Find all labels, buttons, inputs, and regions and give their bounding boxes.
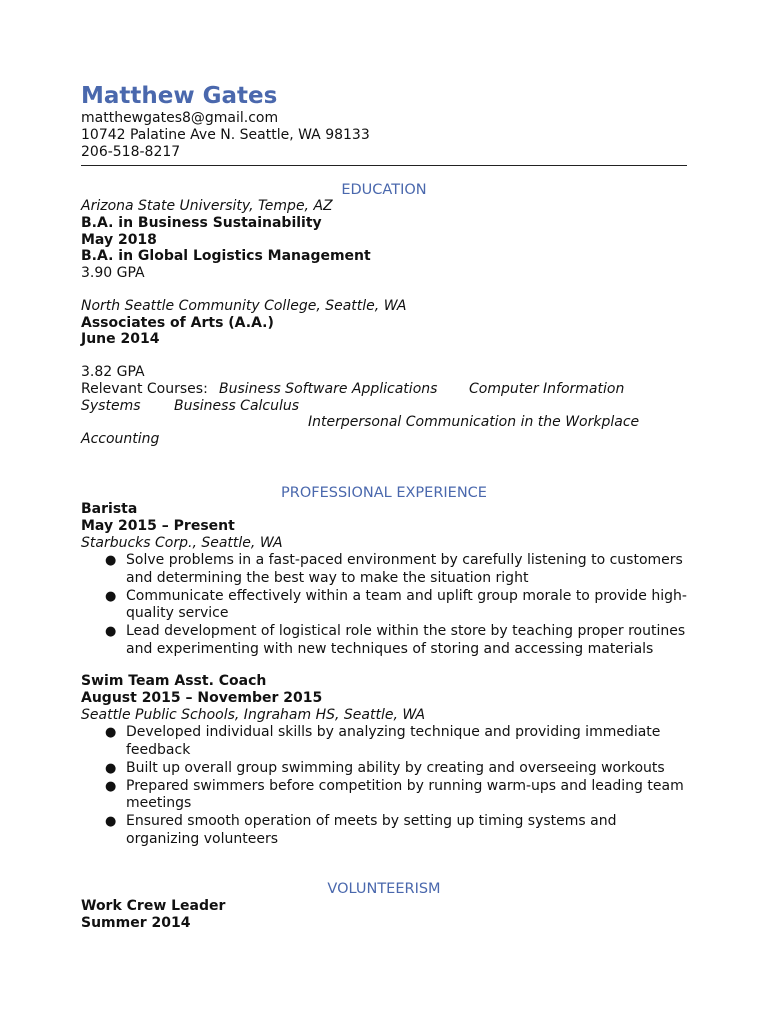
course-item: Business Calculus [174, 398, 300, 414]
volunteerism-heading: VOLUNTEERISM [327, 881, 441, 897]
bullet-icon: ● [105, 814, 117, 829]
asu-degree-1: B.A. in Business Sustainability [81, 215, 322, 231]
course-item: Accounting [81, 431, 160, 447]
course-item: Systems [81, 398, 141, 414]
asu-school: Arizona State University, Tempe, AZ [81, 198, 333, 214]
courses-label: Relevant Courses: [81, 381, 208, 397]
bullet-icon: ● [105, 624, 117, 639]
phone: 206-518-8217 [81, 144, 181, 160]
job-title: Barista [81, 501, 138, 517]
bullet-icon: ● [105, 760, 117, 776]
nscc-gpa: 3.82 GPA [81, 364, 145, 380]
bullet-icon: ● [105, 553, 117, 568]
job-org: Seattle Public Schools, Ingraham HS, Seattle, WA [81, 707, 426, 723]
asu-date: May 2018 [81, 232, 157, 248]
list-item: ● Communicate effectively within a team and uplift group morale to provide high-quality service [105, 587, 687, 621]
job-dates: May 2015 – Present [81, 518, 235, 534]
list-item: ● Ensured smooth operation of meets by setting up timing systems and organizing volunteers [105, 813, 617, 847]
course-item: Business Software Applications [219, 381, 438, 397]
email: matthewgates8@gmail.com [81, 110, 279, 126]
education-heading: EDUCATION [341, 182, 427, 198]
job-title: Swim Team Asst. Coach [81, 673, 267, 689]
address: 10742 Palatine Ave N. Seattle, WA 98133 [81, 127, 370, 143]
job-bullets [105, 552, 690, 659]
list-item: ● Prepared swimmers before competition by running warm-ups and leading team meetings [105, 777, 684, 811]
asu-gpa: 3.90 GPA [81, 265, 145, 281]
bullet-icon: ● [105, 778, 117, 794]
candidate-name: Matthew Gates [81, 83, 278, 109]
resume-page [81, 0, 687, 1024]
list-item: ● Solve problems in a fast-paced environment by carefully listening to customers and determining the best way to make the situation right [105, 552, 683, 586]
volunteer-title: Work Crew Leader [81, 898, 226, 914]
bullet-icon: ● [105, 725, 117, 740]
header-divider [81, 165, 687, 166]
asu-degree-2: B.A. in Global Logistics Management [81, 248, 371, 264]
list-item: ● Developed individual skills by analyzing technique and providing immediate feedback [105, 724, 661, 758]
job-dates: August 2015 – November 2015 [81, 690, 323, 706]
nscc-degree: Associates of Arts (A.A.) [81, 315, 274, 331]
course-item: Interpersonal Communication in the Workplace [308, 414, 640, 430]
list-item: ● Built up overall group swimming ability by creating and overseeing workouts [105, 759, 665, 776]
list-item: ● Lead development of logistical role within the store by teaching proper routines and experimenting with new techniques of storing and accessing materials [105, 623, 686, 657]
experience-heading: PROFESSIONAL EXPERIENCE [281, 485, 487, 501]
nscc-school: North Seattle Community College, Seattle, WA [81, 298, 407, 314]
course-item: Computer Information [469, 381, 625, 397]
job-bullets [105, 724, 690, 849]
bullet-icon: ● [105, 588, 117, 604]
volunteer-dates: Summer 2014 [81, 915, 191, 931]
nscc-date: June 2014 [81, 331, 160, 347]
job-org: Starbucks Corp., Seattle, WA [81, 535, 283, 551]
